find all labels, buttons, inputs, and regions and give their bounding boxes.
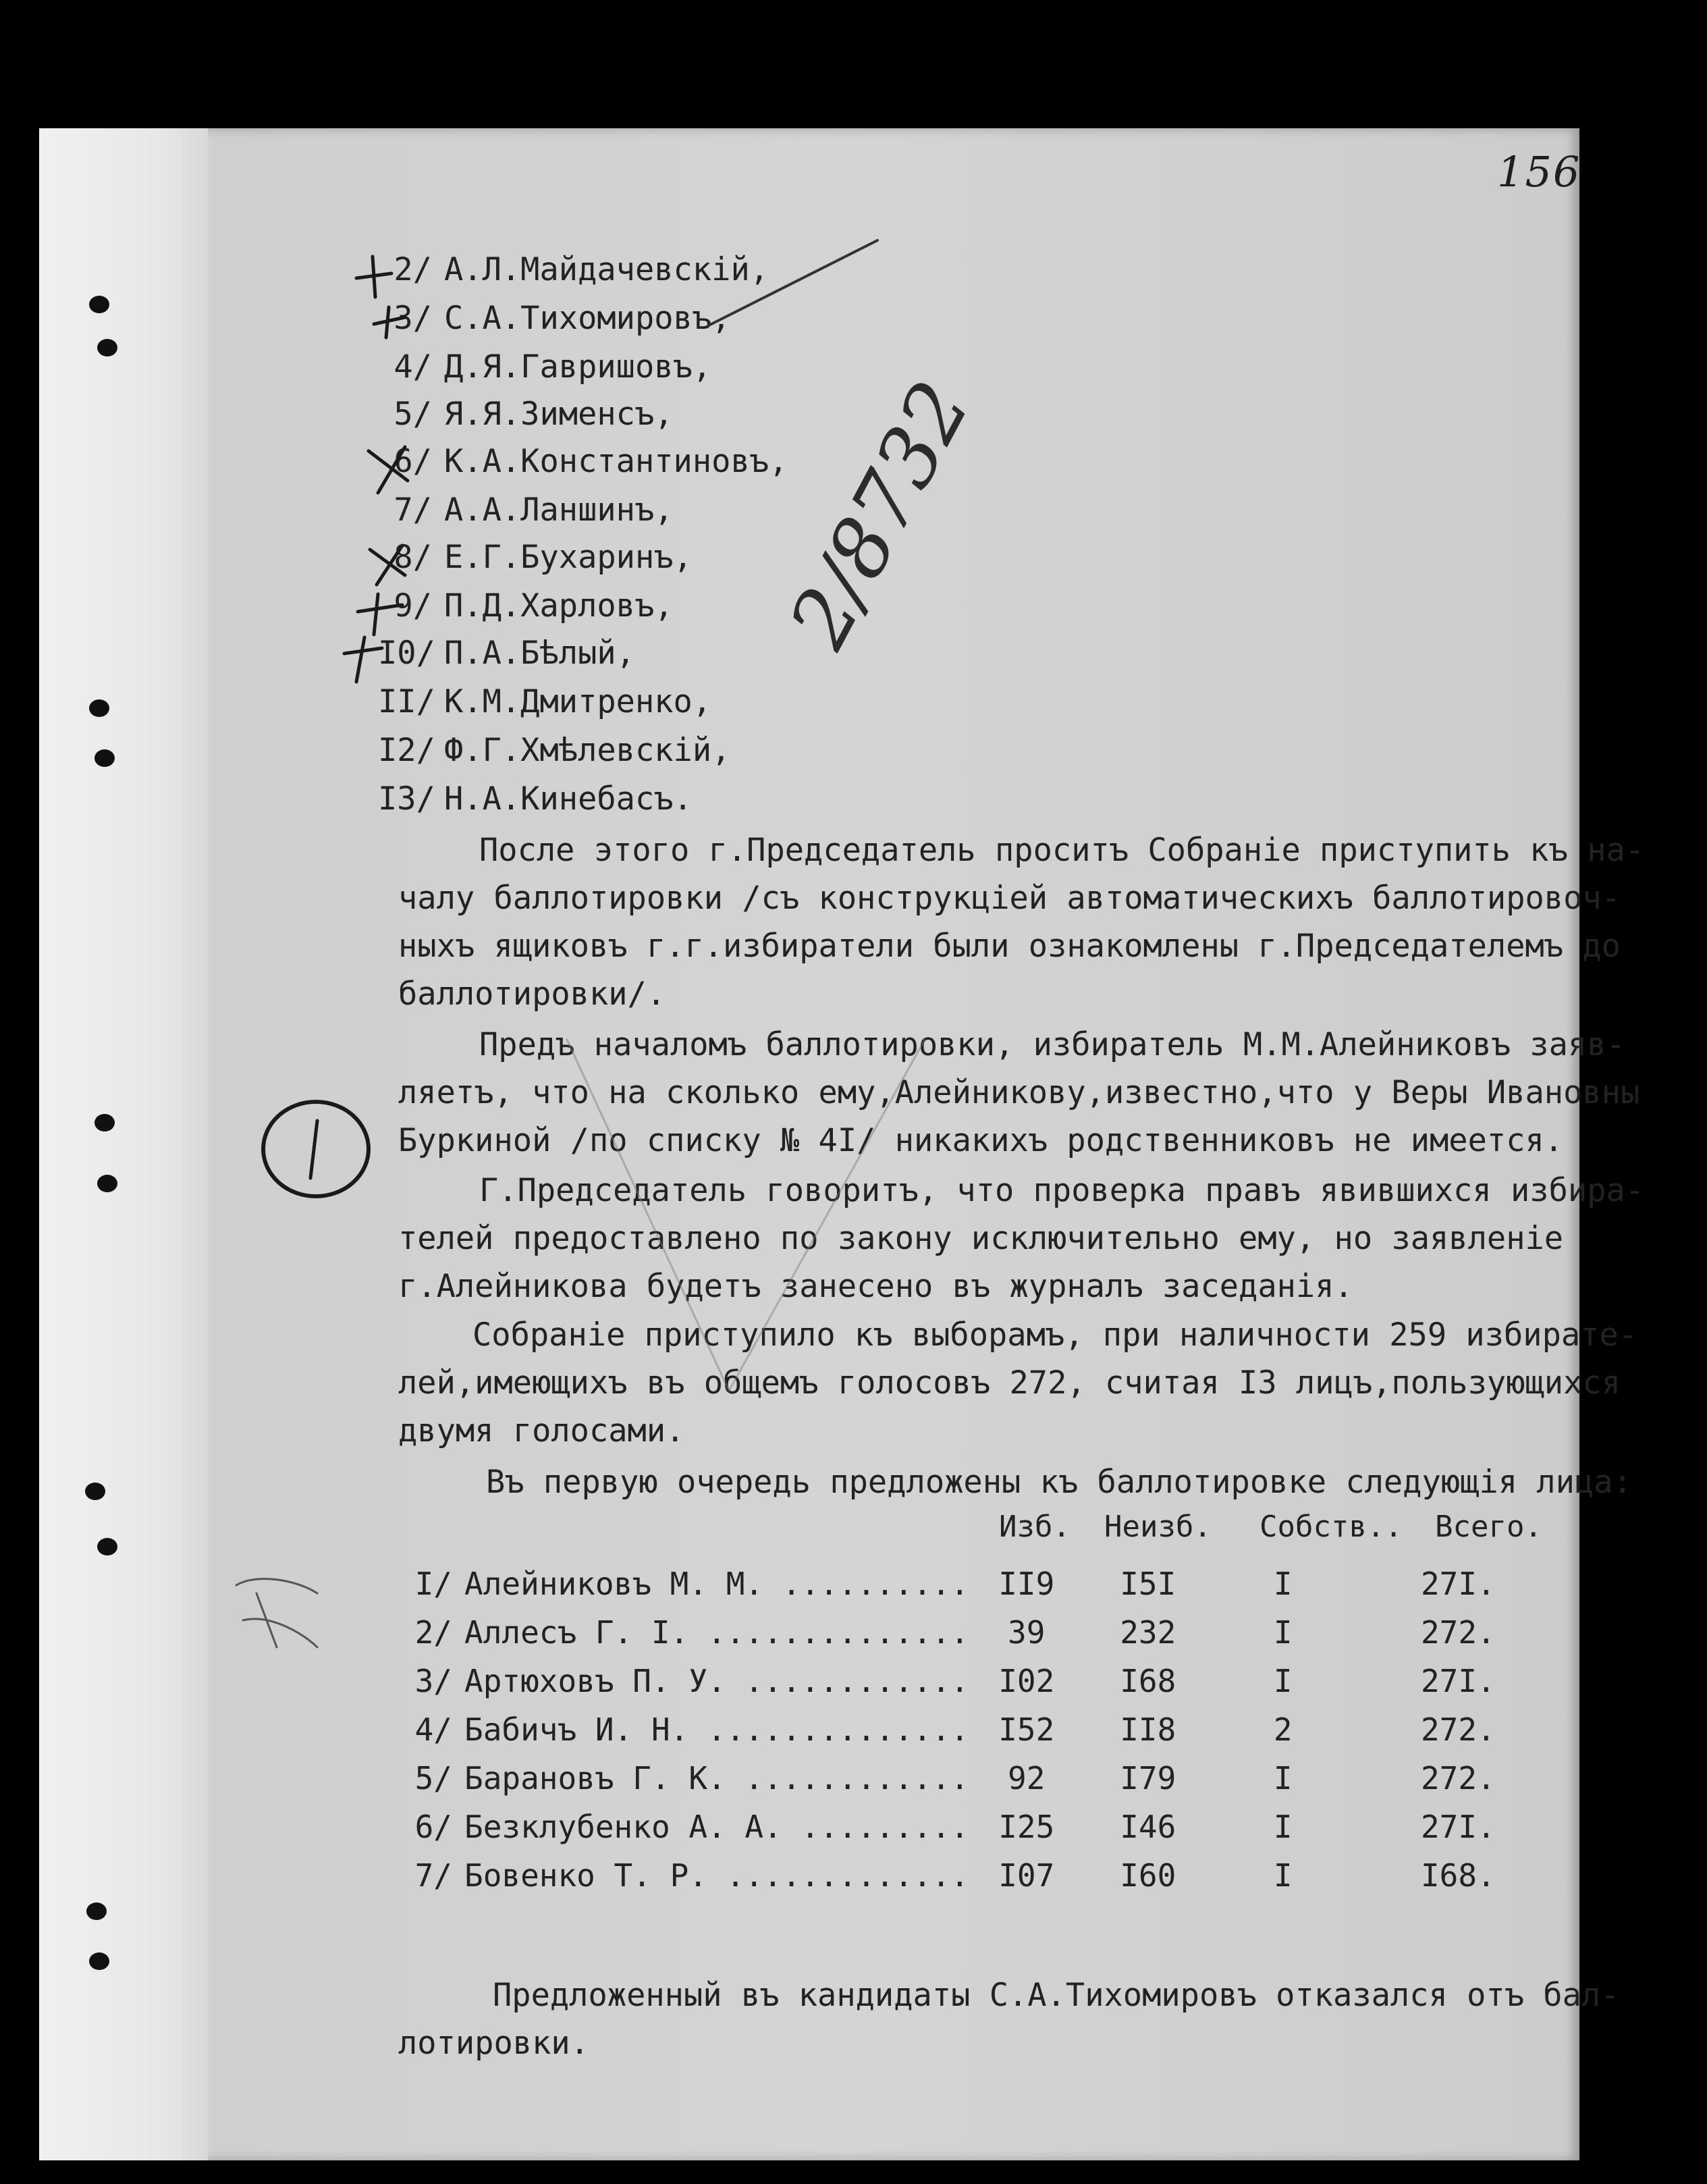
table-row: 2/ Аллесъ Г. I. .............. 39 232 I 272. (414, 1614, 1496, 1651)
paragraph: Собраніе приступило къ выборамъ, при наличности 259 избирате- лей,имеющихъ въ общемъ голосовъ 272, считая I3 лицъ,пользующихся двумя голосами. (398, 1316, 1638, 1449)
table-row: I/ Алейниковъ М. М. .......... II9 I5I I 27I. (414, 1566, 1496, 1602)
paragraph: Въ первую очередь предложены къ баллотировке следующія лица: (486, 1464, 1632, 1501)
table-row: 7/ Бовенко Т. Р. ............. I07 I60 I I68. (414, 1857, 1496, 1894)
closing-paragraph: Предложенный въ кандидаты С.А.Тихомировъ отказался отъ бал- лотировки. (398, 1977, 1620, 2062)
table-row: 6/ Безклубенко А. А. ......... I25 I46 I 27I. (414, 1809, 1496, 1845)
column-header: Всего. (1435, 1510, 1542, 1544)
column-header: Неизб. (1104, 1510, 1212, 1544)
binding-hole (89, 699, 109, 717)
table-row: 4/ Бабичъ И. Н. .............. I52 II8 2 272. (414, 1711, 1496, 1748)
paragraph: Предъ началомъ баллотировки, избиратель М.М.Алейниковъ заяв- ляетъ, что на сколько ему,Алейникову,известно,что у Веры Ивановны Буркиной /по списку № 4I/ никакихъ родственниковъ не имеется. (398, 1026, 1640, 1159)
binding-strip (39, 128, 208, 2160)
paragraph: После этого г.Председатель проситъ Собраніе приступить къ на- чалу баллотировки /съ конструкціей автоматическихъ баллотировоч- ныхъ ящиковъ г.г.избиратели были ознакомлены г.Председателемъ до баллотировки/. (398, 832, 1645, 1013)
binding-hole (94, 1114, 115, 1131)
binding-hole (97, 1538, 117, 1555)
binding-hole (85, 1483, 105, 1500)
table-row: 3/ Артюховъ П. У. ............ I02 I68 I 27I. (414, 1663, 1496, 1699)
page-number: 156 (1497, 147, 1581, 196)
votes-table (398, 1560, 1496, 1900)
column-header: Изб. (999, 1510, 1071, 1544)
binding-hole (97, 1175, 117, 1192)
binding-hole (89, 296, 109, 313)
paragraph: Г.Председатель говоритъ, что проверка правъ явившихся избира- телей предоставлено по закону исключительно ему, но заявленіе г.Алейникова будетъ занесено въ журналъ заседанія. (398, 1172, 1645, 1305)
column-header: Собств.. (1259, 1510, 1403, 1544)
svg-text:2/8732: 2/8732 (771, 367, 989, 663)
table-row: 5/ Барановъ Г. К. ............ 92 I79 I 272. (414, 1760, 1496, 1796)
binding-hole (89, 1952, 109, 1970)
binding-hole (94, 749, 115, 767)
binding-hole (86, 1902, 107, 1920)
binding-hole (97, 339, 117, 356)
